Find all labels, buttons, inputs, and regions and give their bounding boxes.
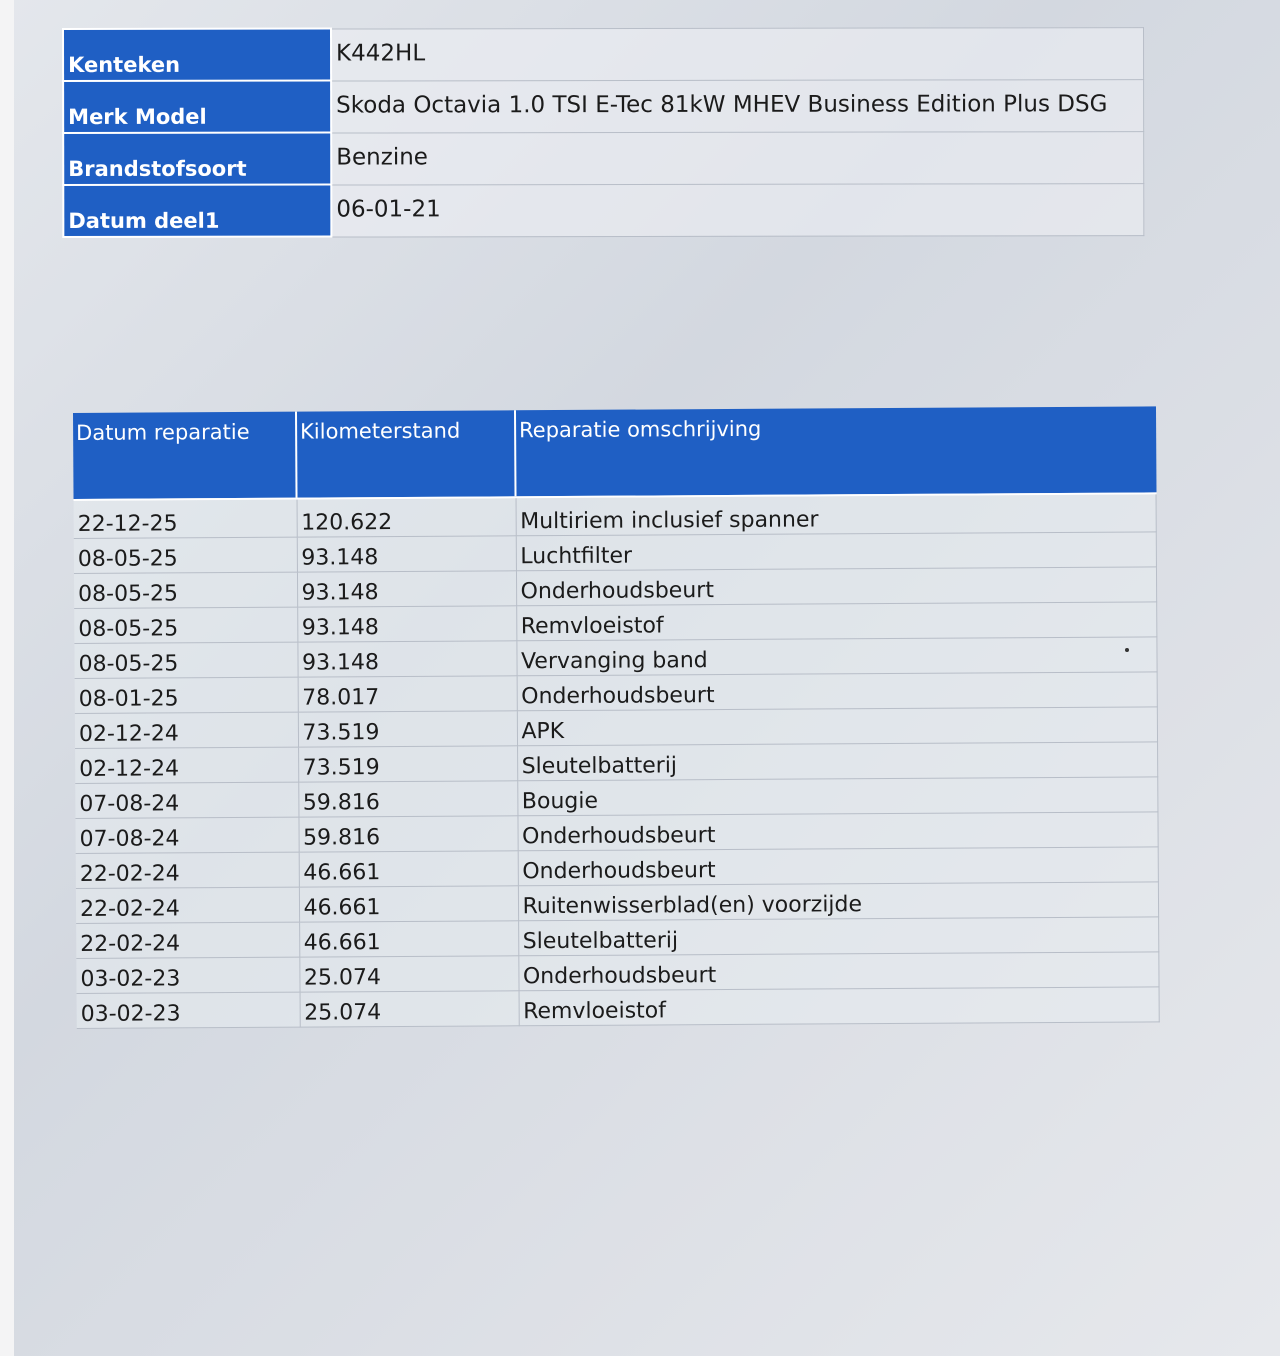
table-row: [77, 987, 1160, 1029]
repair-table-body: [74, 492, 1160, 1028]
cell-datum: 22-12-25: [74, 500, 297, 539]
cell-datum: 07-08-24: [75, 817, 298, 853]
cell-kilometerstand: 25.074: [300, 991, 519, 1027]
cell-datum: 22-02-24: [76, 852, 299, 888]
repair-history-table: [73, 406, 1160, 1029]
cell-kilometerstand: 25.074: [299, 956, 518, 992]
column-header-reparatie-omschrijving: Reparatie omschrijving: [515, 406, 1156, 496]
vehicle-value-datum-deel1: 06-01-21: [331, 183, 1144, 236]
cell-datum: 02-12-24: [75, 747, 298, 783]
vehicle-label-merk-model: Merk Model: [63, 81, 331, 133]
cell-omschrijving: Remvloeistof: [519, 987, 1160, 1026]
cell-kilometerstand: 73.519: [298, 711, 517, 747]
cell-kilometerstand: 78.017: [298, 676, 517, 712]
cell-kilometerstand: 59.816: [298, 781, 517, 817]
vehicle-info-table: [62, 26, 1144, 238]
cell-omschrijving: Onderhoudsbeurt: [518, 847, 1159, 886]
cell-kilometerstand: 73.519: [298, 746, 517, 782]
vehicle-value-merk-model: Skoda Octavia 1.0 TSI E-Tec 81kW MHEV Business Edition Plus DSG: [331, 79, 1144, 132]
vehicle-row-datum-deel1: [63, 183, 1144, 237]
cell-omschrijving: Ruitenwisserblad(en) voorzijde: [518, 882, 1159, 921]
screen-speck: [1125, 648, 1129, 652]
cell-omschrijving: Onderhoudsbeurt: [517, 812, 1158, 851]
cell-datum: 03-02-23: [76, 957, 299, 993]
cell-kilometerstand: 93.148: [297, 571, 516, 607]
cell-kilometerstand: 59.816: [298, 816, 517, 852]
cell-omschrijving: Multiriem inclusief spanner: [516, 494, 1157, 535]
cell-datum: 07-08-24: [75, 782, 298, 818]
vehicle-row-kenteken: [63, 27, 1144, 81]
cell-omschrijving: Luchtfilter: [516, 532, 1157, 571]
vehicle-label-brandstofsoort: Brandstofsoort: [63, 133, 331, 185]
cell-omschrijving: Onderhoudsbeurt: [516, 567, 1157, 606]
cell-datum: 08-01-25: [75, 677, 298, 713]
cell-kilometerstand: 46.661: [299, 921, 518, 957]
cell-omschrijving: Onderhoudsbeurt: [517, 672, 1158, 711]
cell-omschrijving: Onderhoudsbeurt: [518, 952, 1159, 991]
column-header-datum-reparatie: Datum reparatie: [73, 412, 297, 499]
vehicle-value-kenteken: K442HL: [331, 27, 1144, 80]
vehicle-label-kenteken: Kenteken: [63, 29, 331, 81]
cell-datum: 02-12-24: [75, 712, 298, 748]
cell-kilometerstand: 93.148: [297, 606, 516, 642]
vehicle-row-brandstofsoort: [63, 131, 1144, 185]
cell-kilometerstand: 93.148: [297, 536, 516, 572]
cell-datum: 08-05-25: [74, 572, 297, 608]
cell-kilometerstand: 46.661: [299, 886, 518, 922]
screen-bezel-edge: [0, 0, 14, 1356]
cell-datum: 08-05-25: [74, 642, 297, 678]
vehicle-value-brandstofsoort: Benzine: [331, 131, 1144, 184]
cell-datum: 08-05-25: [74, 537, 297, 573]
repair-header-row: [73, 406, 1156, 499]
cell-datum: 08-05-25: [74, 607, 297, 643]
cell-kilometerstand: 46.661: [299, 851, 518, 887]
cell-datum: 22-02-24: [76, 922, 299, 958]
cell-omschrijving: Bougie: [517, 777, 1158, 816]
cell-kilometerstand: 93.148: [297, 641, 516, 677]
cell-datum: 03-02-23: [77, 992, 300, 1028]
cell-omschrijving: Sleutelbatterij: [517, 742, 1158, 781]
cell-omschrijving: APK: [517, 707, 1158, 746]
cell-datum: 22-02-24: [76, 887, 299, 923]
column-header-kilometerstand: Kilometerstand: [296, 410, 516, 497]
cell-omschrijving: Sleutelbatterij: [518, 917, 1159, 956]
cell-kilometerstand: 120.622: [297, 498, 516, 537]
cell-omschrijving: Remvloeistof: [516, 602, 1157, 641]
vehicle-label-datum-deel1: Datum deel1: [63, 185, 331, 237]
vehicle-row-merk-model: [63, 79, 1144, 133]
cell-omschrijving: Vervanging band: [516, 637, 1157, 676]
